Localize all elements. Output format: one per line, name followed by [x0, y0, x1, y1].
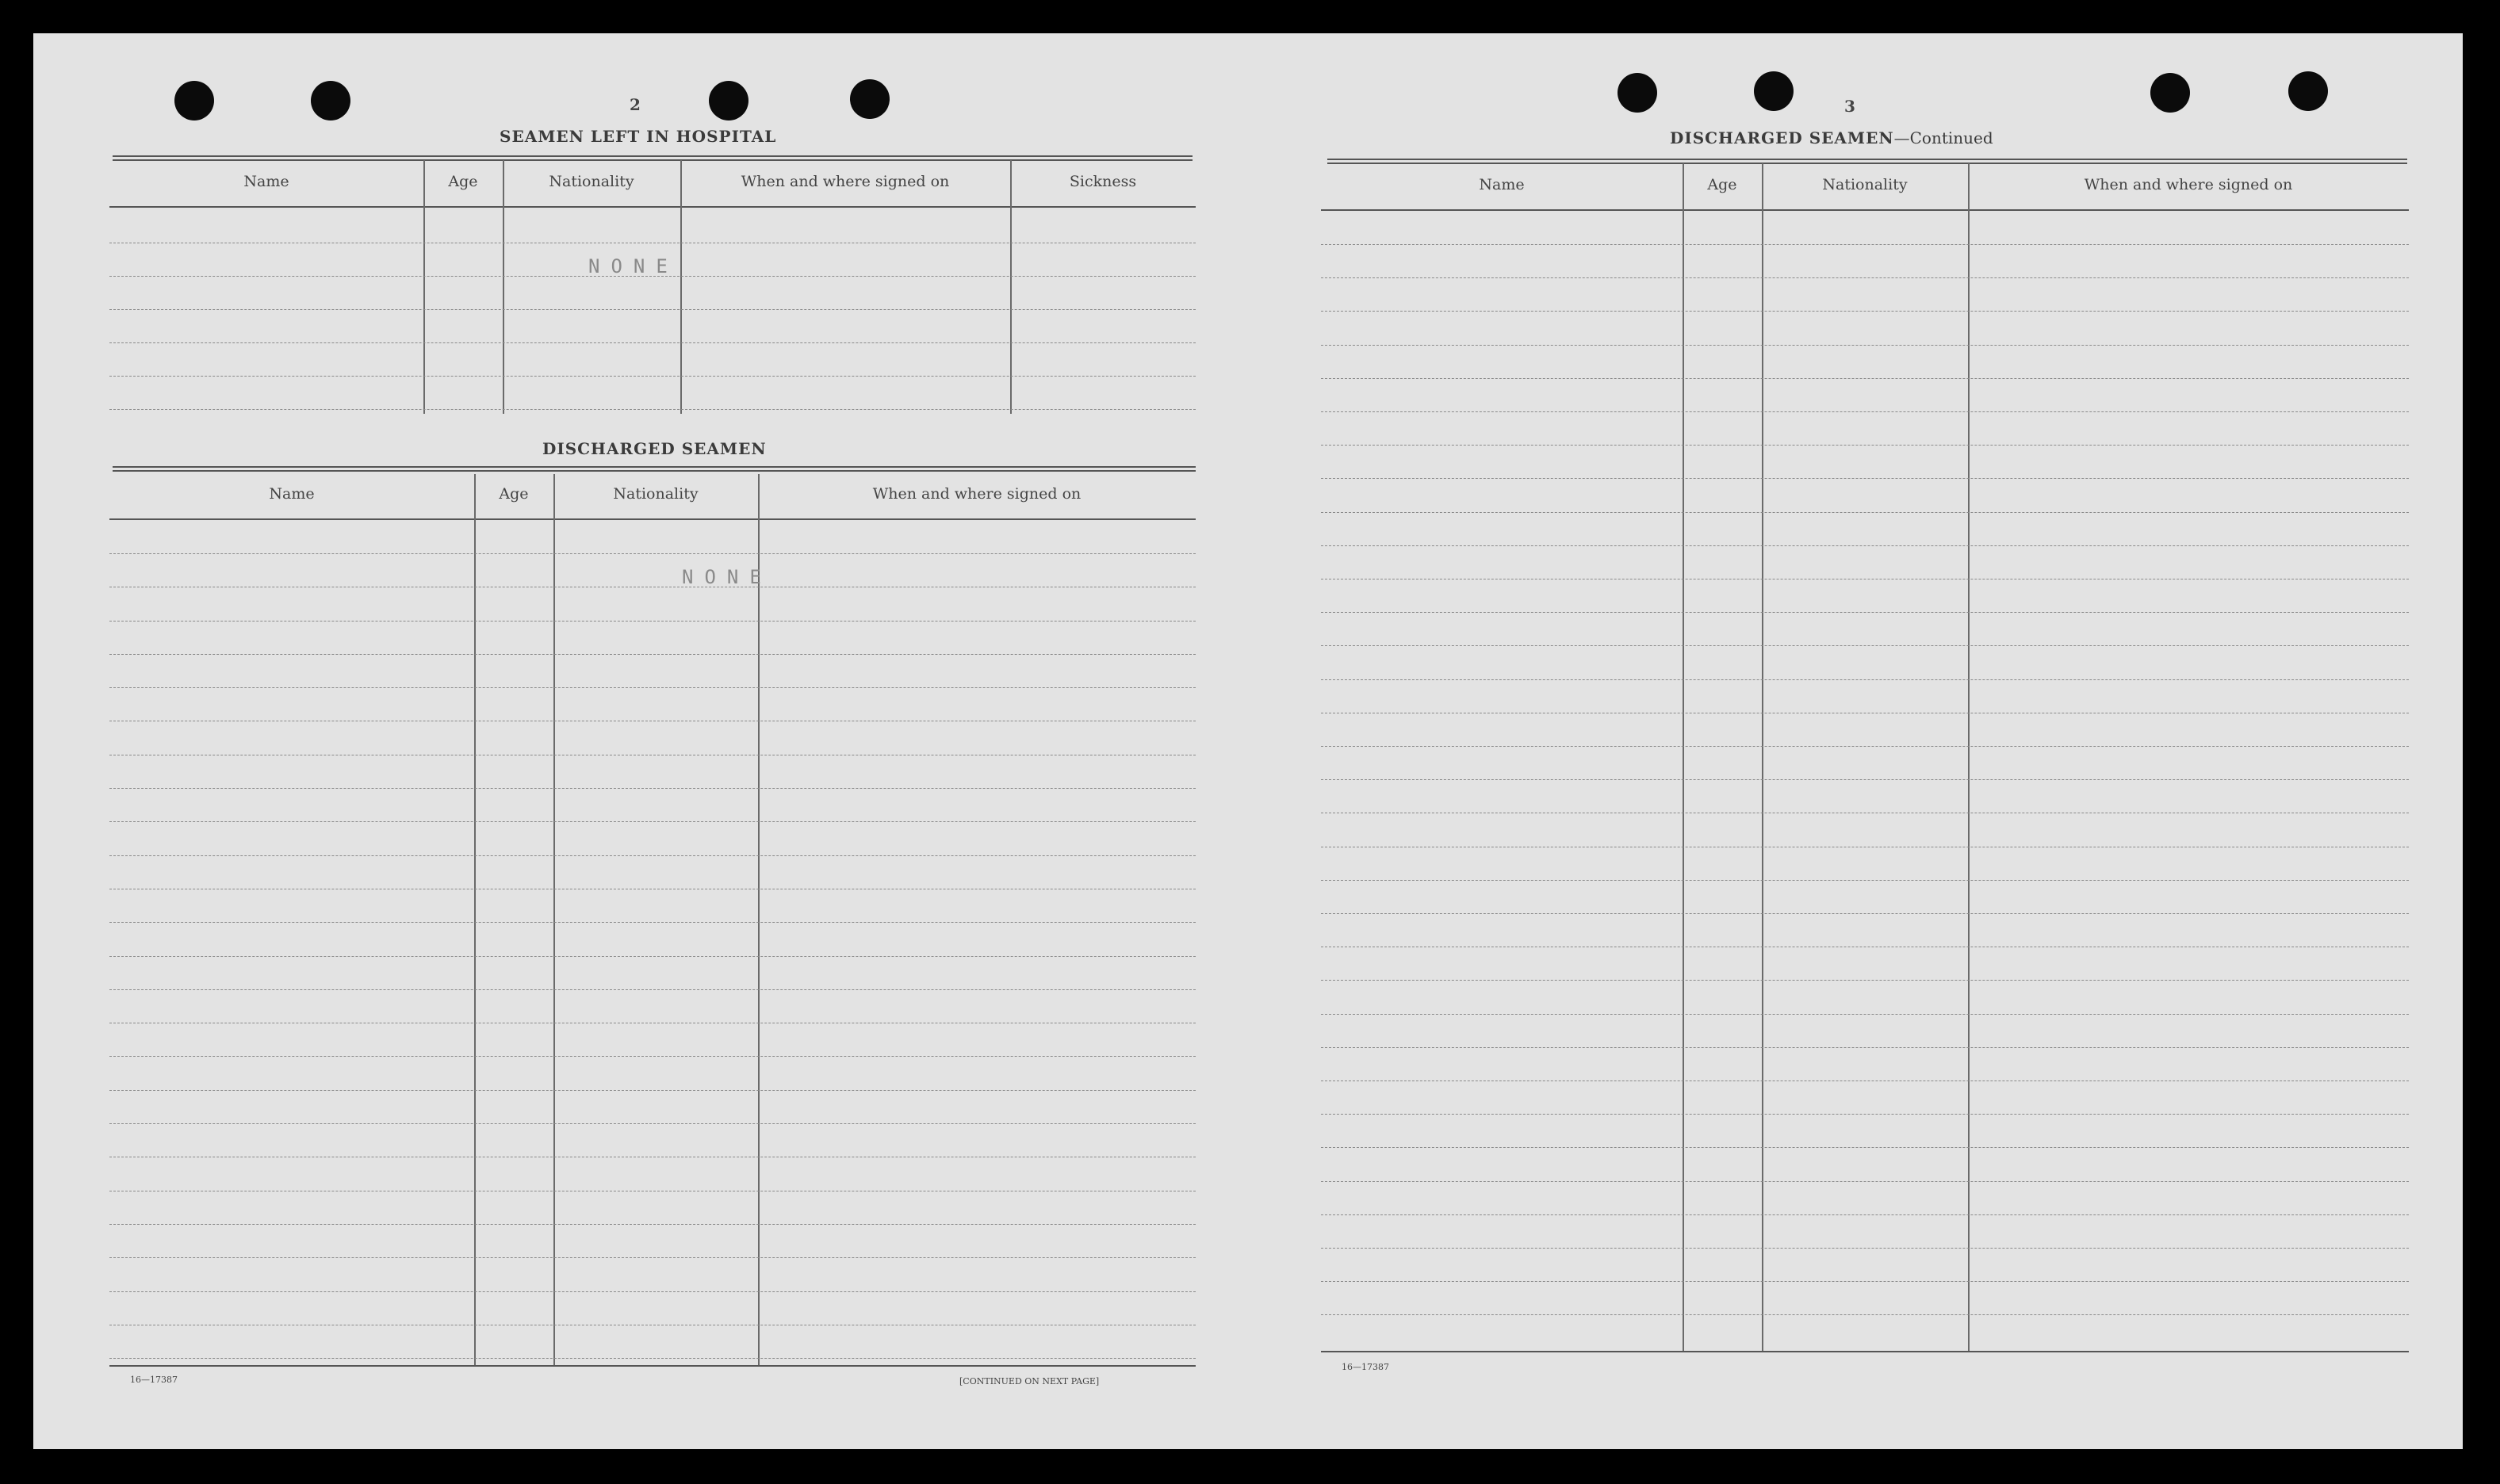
header-rule — [1321, 209, 2409, 211]
column-header: Name — [243, 173, 289, 190]
continued-note: [CONTINUED ON NEXT PAGE] — [959, 1376, 1100, 1386]
column-header: Age — [1707, 176, 1737, 193]
table-row — [109, 855, 1196, 856]
table-row — [1321, 1014, 2409, 1015]
table-row — [1321, 311, 2409, 312]
title-suffix: —Continued — [1893, 128, 1993, 147]
header-rule — [109, 518, 1196, 520]
table-row — [109, 956, 1196, 957]
none-stamp: NONE — [588, 255, 679, 277]
page-number: 2 — [630, 95, 641, 114]
punch-hole — [2150, 73, 2190, 113]
table-row — [1321, 1314, 2409, 1315]
column-header: When and where signed on — [741, 173, 950, 190]
column-header: Nationality — [1822, 176, 1908, 193]
section-rule — [113, 155, 1193, 161]
column-header: Nationality — [549, 173, 634, 190]
table-row — [109, 821, 1196, 822]
table-row — [1321, 1214, 2409, 1215]
column-header: Name — [1479, 176, 1525, 193]
table-row — [109, 1291, 1196, 1292]
table-row — [1321, 880, 2409, 881]
table-row — [1321, 980, 2409, 981]
punch-hole — [311, 81, 350, 120]
punch-hole — [850, 79, 890, 119]
section-rule — [1327, 159, 2407, 164]
punch-hole — [1754, 71, 1794, 111]
table-row — [109, 409, 1196, 410]
form-number: 16—17387 — [1342, 1362, 1389, 1372]
bottom-rule — [1321, 1351, 2409, 1352]
column-header: When and where signed on — [872, 485, 1082, 503]
title-text: DISCHARGED SEAMEN — [1670, 128, 1894, 147]
table-row — [1321, 244, 2409, 245]
column-header: Age — [499, 485, 529, 503]
column-header: When and where signed on — [2084, 176, 2293, 193]
column-divider — [553, 474, 555, 1365]
table-row — [109, 1257, 1196, 1258]
table-row — [109, 788, 1196, 789]
table-row — [1321, 1114, 2409, 1115]
table-row — [109, 1358, 1196, 1359]
table-row — [1321, 679, 2409, 680]
table-row — [1321, 478, 2409, 479]
table-row — [1321, 1248, 2409, 1249]
table-row — [1321, 1080, 2409, 1081]
table-row — [109, 621, 1196, 622]
discharged-section-title: DISCHARGED SEAMEN — [542, 439, 767, 458]
table-row — [1321, 1147, 2409, 1148]
table-row — [1321, 545, 2409, 546]
bottom-rule — [109, 1365, 1196, 1367]
table-row — [109, 1224, 1196, 1225]
none-stamp: NONE — [682, 566, 772, 588]
table-row — [109, 1090, 1196, 1091]
form-number: 16—17387 — [130, 1375, 178, 1385]
table-row — [109, 989, 1196, 990]
table-row — [1321, 1181, 2409, 1182]
column-header: Sickness — [1069, 173, 1137, 190]
table-row — [1321, 779, 2409, 780]
table-row — [109, 553, 1196, 554]
table-row — [109, 922, 1196, 923]
column-divider — [474, 474, 476, 1365]
column-divider — [1762, 163, 1763, 1351]
discharged-continued-title — [1670, 128, 1993, 147]
column-header: Age — [448, 173, 478, 190]
table-row — [1321, 445, 2409, 446]
header-rule — [109, 206, 1196, 208]
table-row — [1321, 645, 2409, 646]
table-row — [1321, 1047, 2409, 1048]
table-row — [1321, 277, 2409, 278]
table-row — [109, 1056, 1196, 1057]
table-row — [109, 376, 1196, 377]
table-row — [1321, 411, 2409, 412]
punch-hole — [1618, 73, 1657, 113]
table-row — [1321, 512, 2409, 513]
table-row — [109, 1123, 1196, 1124]
hospital-section-title: SEAMEN LEFT IN HOSPITAL — [500, 127, 777, 146]
column-divider — [1683, 163, 1684, 1351]
table-row — [1321, 746, 2409, 747]
section-rule — [113, 466, 1196, 472]
table-row — [109, 342, 1196, 343]
column-header: Nationality — [613, 485, 699, 503]
table-row — [1321, 913, 2409, 914]
punch-hole — [174, 81, 214, 120]
table-row — [1321, 378, 2409, 379]
punch-hole — [2288, 71, 2328, 111]
page-number: 3 — [1844, 97, 1855, 116]
column-header: Name — [269, 485, 315, 503]
table-row — [1321, 1281, 2409, 1282]
table-row — [109, 309, 1196, 310]
table-row — [1321, 612, 2409, 613]
table-row — [1321, 345, 2409, 346]
column-divider — [1968, 163, 1970, 1351]
table-row — [109, 687, 1196, 688]
document-sheet — [33, 33, 2463, 1449]
punch-hole — [709, 81, 748, 120]
table-row — [109, 654, 1196, 655]
column-divider — [758, 474, 760, 1365]
